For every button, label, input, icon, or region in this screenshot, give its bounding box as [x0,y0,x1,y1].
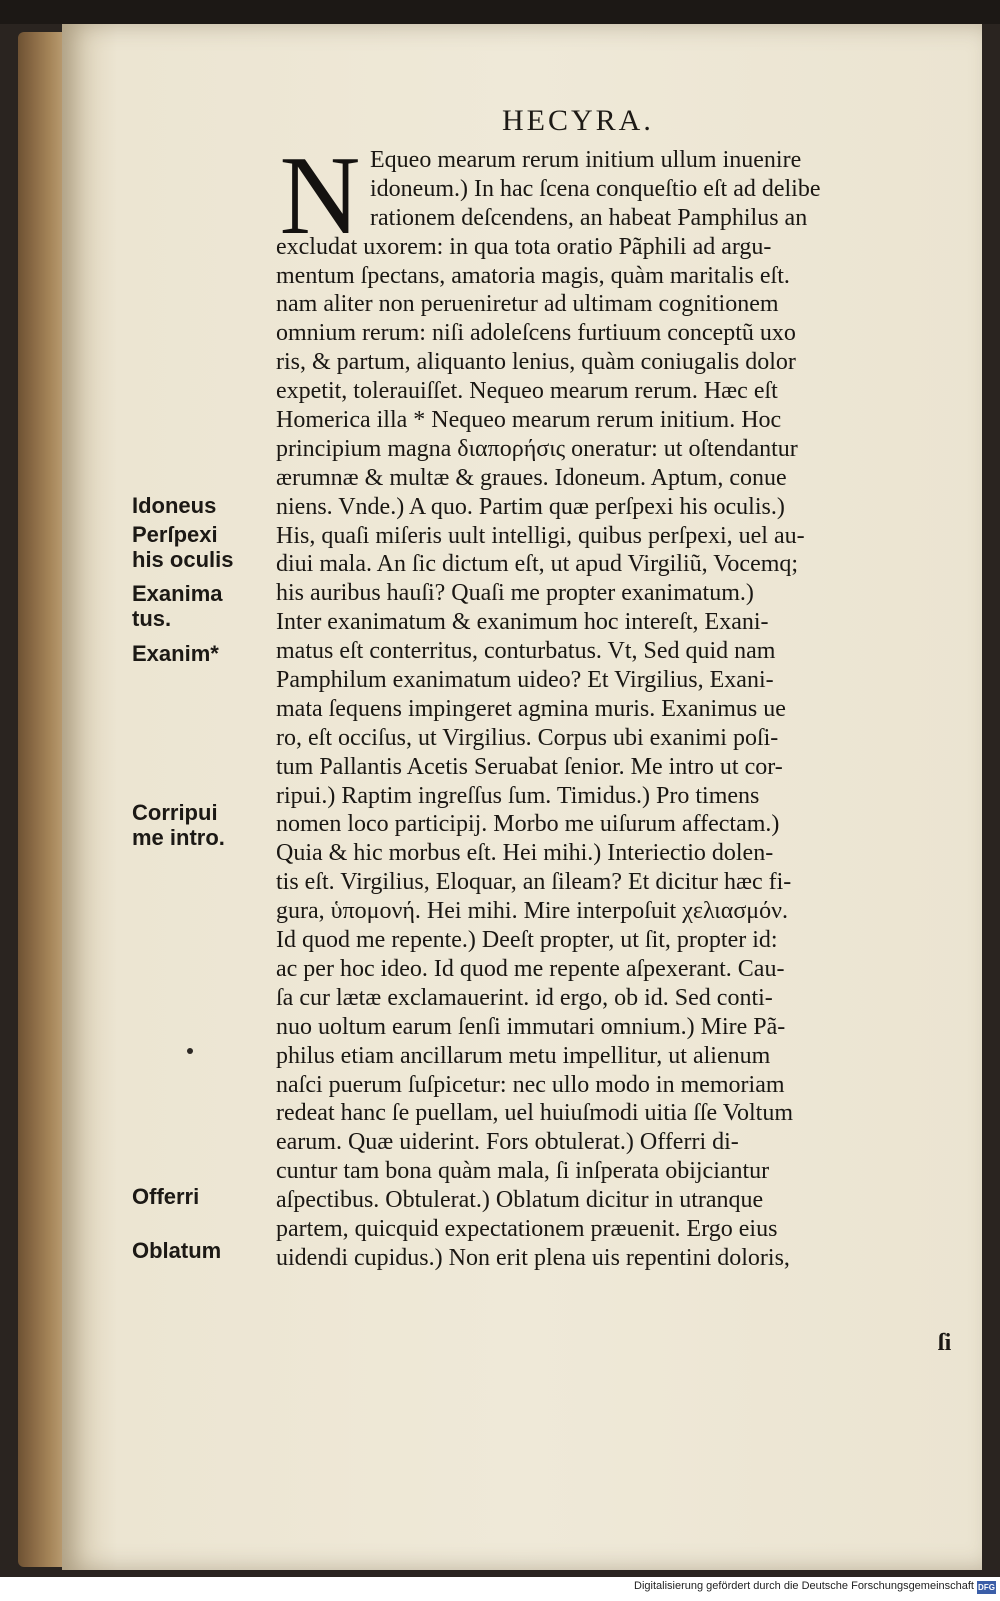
running-head: HECYRA. [502,104,654,137]
text-line: nomen loco participij. Morbo me uiſurum affectam.) [276,811,780,838]
scan-background [0,0,1000,24]
drop-cap-initial: N [279,134,361,258]
digitization-footer [0,1577,1000,1601]
dfg-logo-icon: DFG [978,1583,995,1592]
text-line: mata ſequens impingeret agmina muris. Exanimus ue [276,695,786,722]
text-line: diui mala. An ſic dictum eſt, ut apud Virgiliũ, Vocemq; [276,551,799,578]
text-line: matus eſt conterritus, conturbatus. Vt, Sed quid nam [276,638,776,665]
text-line: excludat uxorem: in qua tota oratio Pãphili ad argu- [276,233,772,260]
text-line: Pamphilum exanimatum uideo? Et Virgilius, Exani- [276,667,774,694]
text-line: mentum ſpectans, amatoria magis, quàm maritalis eſt. [276,262,790,289]
margin-note: Oblatum [132,1238,222,1263]
text-line: redeat hanc ſe puellam, uel huiuſmodi uitia ſſe Voltum [276,1100,793,1127]
catchword: ſi [938,1330,952,1356]
text-line: nuo uoltum earum ſenſi immutari omnium.) Mire Pã- [276,1013,786,1040]
text-line: ris, & partum, aliquanto lenius, quàm coniugalis dolor [276,349,796,376]
text-line: ac per hoc ideo. Id quod me repente aſpexerant. Cau- [276,955,785,982]
text-line: expetit, tolerauiſſet. Nequeo mearum rerum. Hæc eſt [276,378,778,405]
margin-note: Exanim* [132,641,219,666]
text-line: his auribus hauſi? Quaſi me propter exanimatum.) [276,580,754,607]
text-line: Homerica illa * Nequeo mearum rerum initium. Hoc [276,407,782,434]
margin-note: Exanima tus. [132,581,223,631]
text-line: cuntur tam bona quàm mala, ſi inſperata obijciantur [276,1158,770,1185]
text-line: gura, ὑπομονή. Hei mihi. Mire interpoſuit χελιασμόν. [276,898,788,925]
text-line: partem, quicquid expectationem præuenit. Ergo eius [276,1215,778,1242]
text-line: tum Pallantis Acetis Seruabat ſenior. Me intro ut cor- [276,753,783,780]
text-line: Id quod me repente.) Deeſt propter, ut ſit, propter id: [276,927,778,954]
text-line: His, quaſi miſeris uult intelligi, quibus perſpexi, uel au- [276,522,805,549]
margin-note: Offerri [132,1184,200,1209]
text-line: Inter exanimatum & exanimum hoc intereſt, Exani- [276,609,769,636]
footer-credit: Digitalisierung gefördert durch die Deutsche Forschungsgemeinschaft [634,1580,974,1592]
text-line: earum. Quæ uiderint. Fors obtulerat.) Offerri di- [276,1129,739,1156]
text-line: omnium rerum: niſi adoleſcens furtiuum conceptũ uxo [276,320,796,347]
text-line: Quia & hic morbus eſt. Hei mihi.) Interiectio dolen- [276,840,774,867]
margin-note: Perſpexi his oculis [132,522,234,572]
text-line: principium magna διαπορήσις oneratur: ut oſtendantur [276,435,798,462]
ink-mark [187,1048,193,1054]
text-line: naſci puerum ſuſpicetur: nec ullo modo in memoriam [276,1071,785,1098]
text-line: rationem deſcendens, an habeat Pamphilus an [370,204,808,231]
text-line: ro, eſt occiſus, ut Virgilius. Corpus ubi exanimi poſi- [276,724,779,751]
text-line: philus etiam ancillarum metu impellitur, ut alienum [276,1042,771,1069]
text-line: ſa cur lætæ exclamauerint. id ergo, ob id. Sed conti- [276,984,773,1011]
body-text [276,134,956,1273]
margin-note: Idoneus [132,493,217,518]
text-line: niens. Vnde.) A quo. Partim quæ perſpexi his oculis.) [276,493,785,520]
text-line: tis eſt. Virgilius, Eloquar, an ſileam? Et dicitur hæc fi- [276,869,792,896]
text-line: idoneum.) In hac ſcena conqueſtio eſt ad delibe [370,175,821,202]
text-line: ærumnæ & multæ & graues. Idoneum. Aptum, conue [276,464,787,491]
text-line: uidendi cupidus.) Non erit plena uis repentini doloris, [276,1244,790,1271]
margin-note: Corripui me intro. [132,800,225,850]
text-line: nam aliter non perueniretur ad ultimam cognitionem [276,291,779,318]
text-line: aſpectibus. Obtulerat.) Oblatum dicitur in utranque [276,1187,764,1214]
text-line: ripui.) Raptim ingreſſus ſum. Timidus.) Pro timens [276,782,760,809]
text-line: Equeo mearum rerum initium ullum inuenire [370,147,802,173]
